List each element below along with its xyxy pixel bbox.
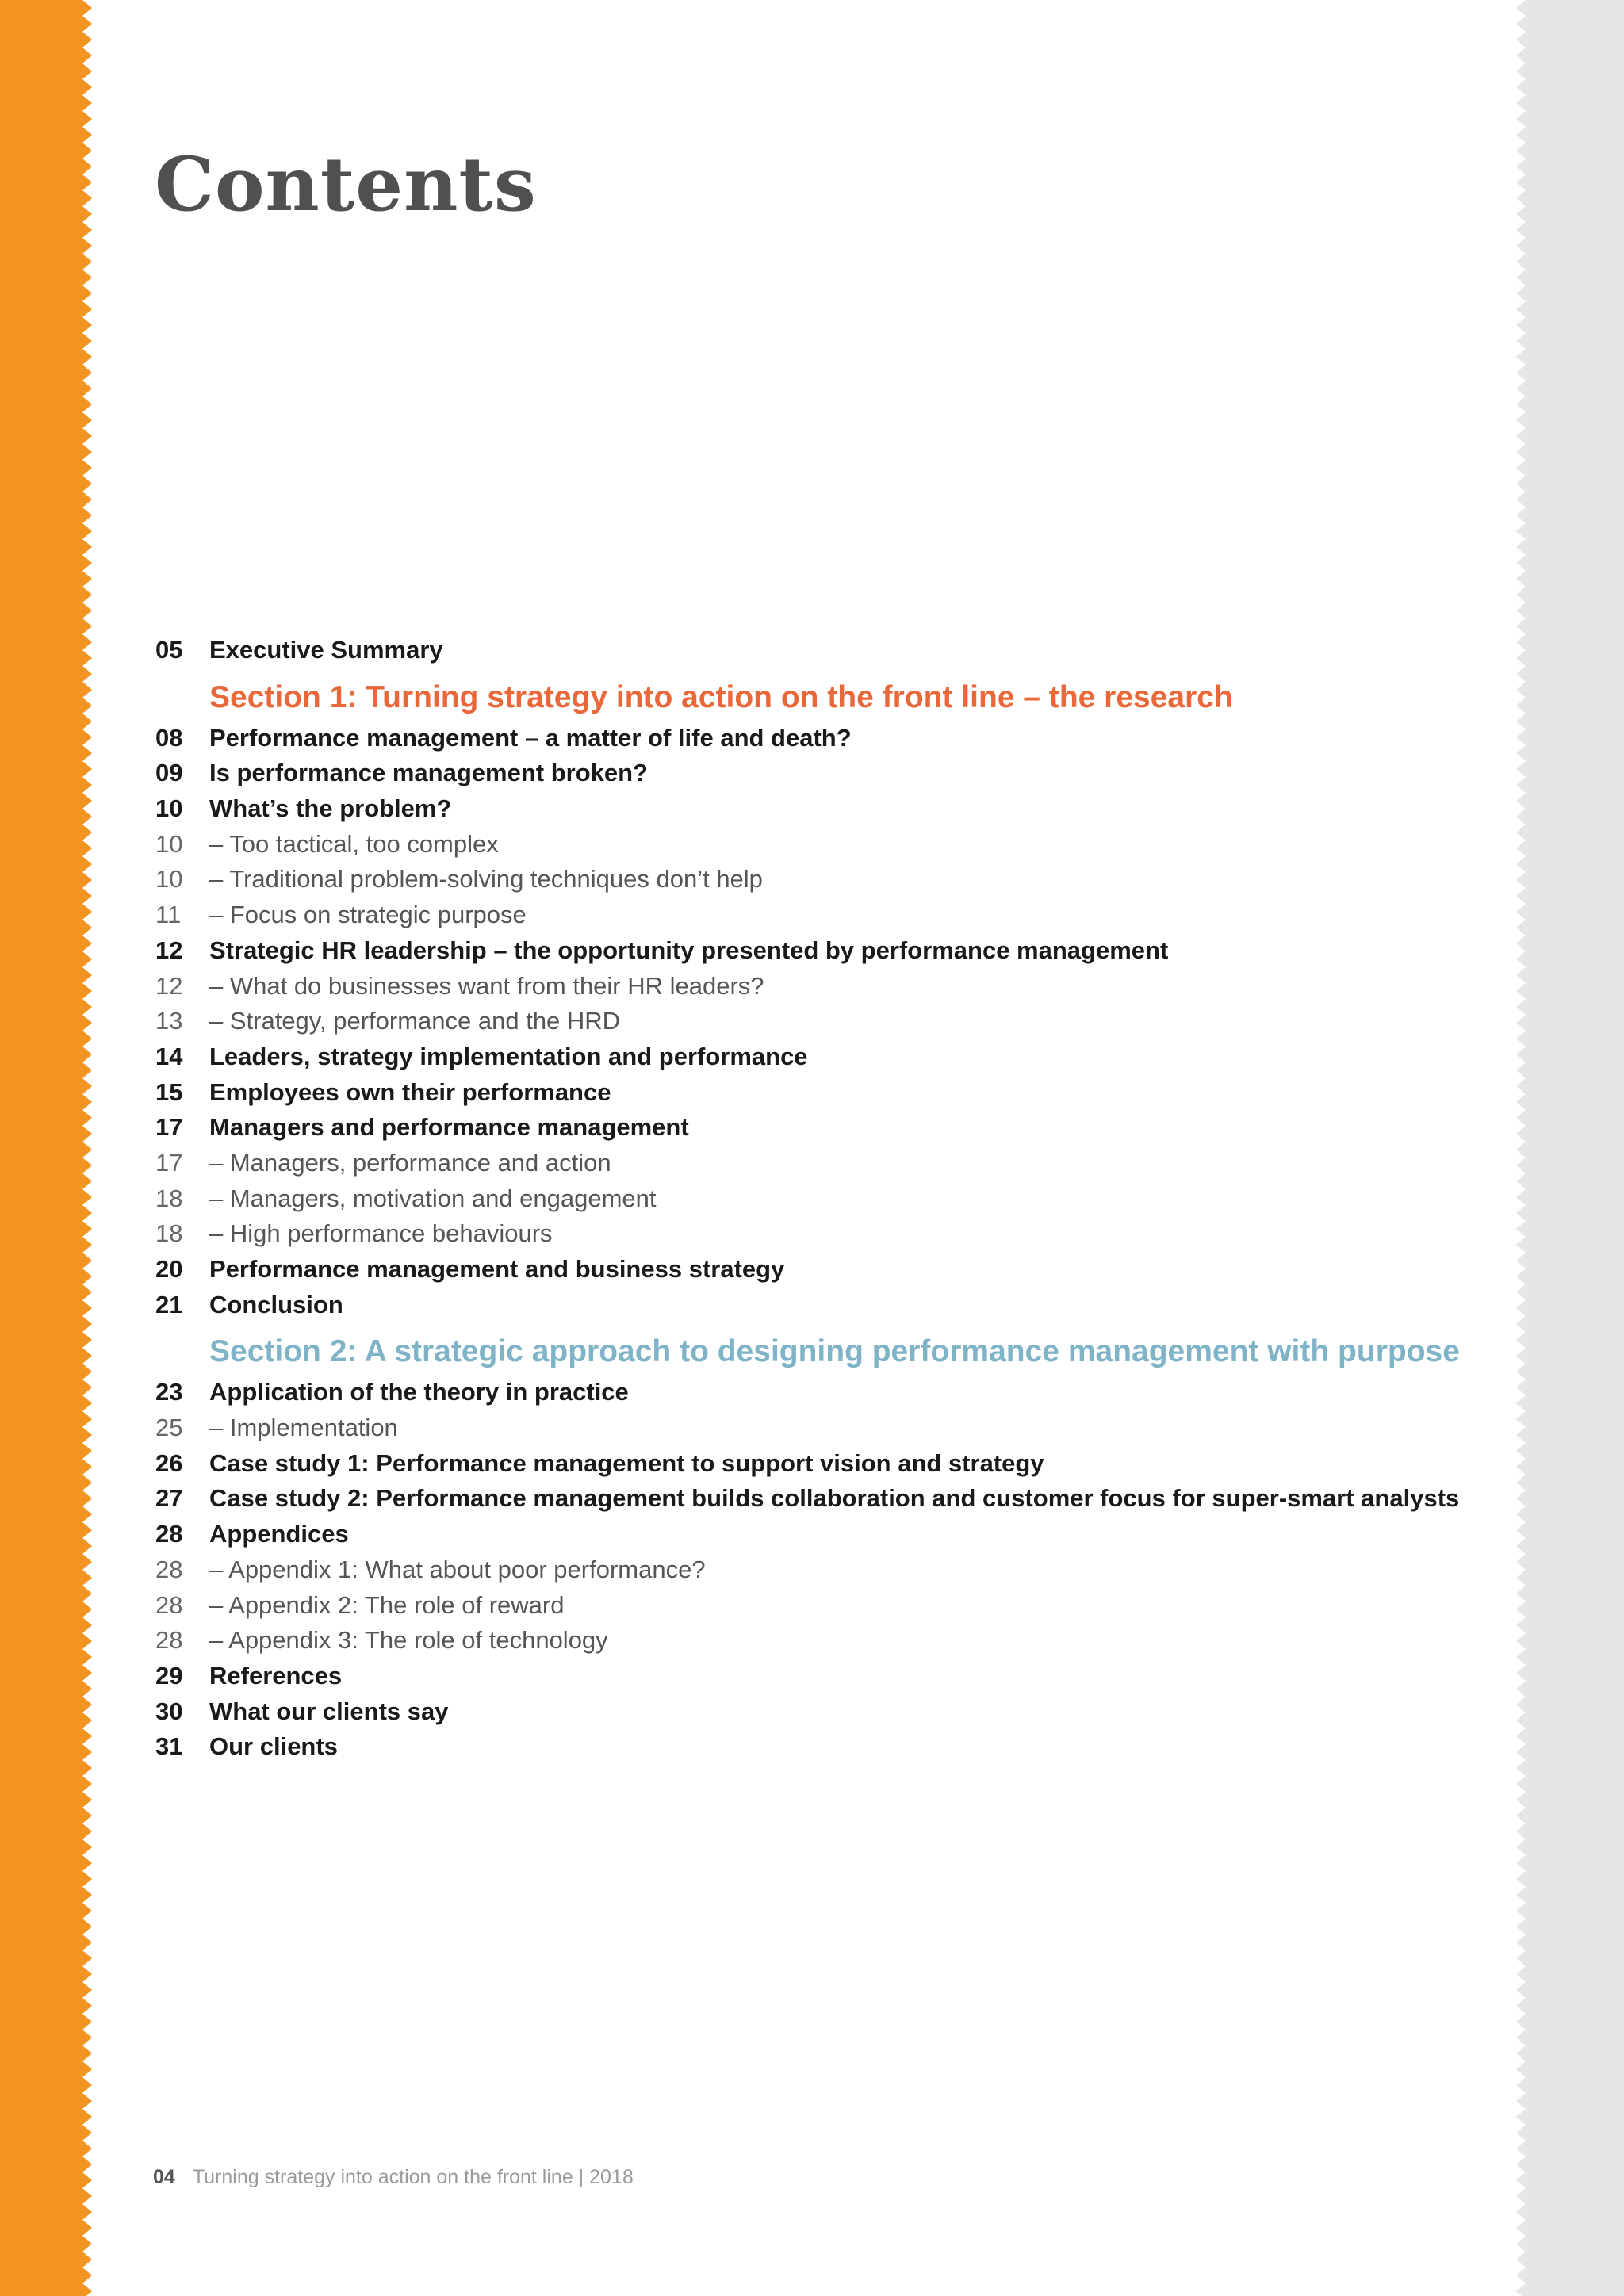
toc-entry — [155, 1556, 1503, 1591]
toc-entry — [155, 1113, 1503, 1149]
toc-entry — [155, 1007, 1503, 1043]
toc-entry-title: – High performance behaviours — [209, 1219, 553, 1248]
toc-page-number: 28 — [155, 1520, 183, 1548]
toc-entry — [155, 1449, 1503, 1485]
toc-entry-title: – Appendix 1: What about poor performance? — [209, 1555, 706, 1583]
right-grey-border — [1526, 0, 1624, 2296]
toc-entry — [155, 1291, 1503, 1326]
toc-page-number: 28 — [155, 1590, 183, 1619]
toc-entry-title: Our clients — [209, 1732, 338, 1761]
toc-page-number: 23 — [155, 1378, 183, 1406]
toc-entry-title: References — [209, 1661, 343, 1689]
toc-page-number: 13 — [155, 1007, 183, 1035]
toc-entry-title: – Implementation — [209, 1414, 398, 1442]
table-of-contents — [155, 636, 1503, 1768]
toc-entry-title: Application of the theory in practice — [209, 1378, 629, 1406]
toc-entry-title: Managers and performance management — [209, 1113, 689, 1142]
toc-entry — [155, 1484, 1503, 1520]
toc-entry — [155, 759, 1503, 794]
toc-entry — [155, 1414, 1503, 1449]
toc-entry-title: – Traditional problem-solving techniques don’t help — [209, 865, 763, 894]
toc-page-number: 21 — [155, 1290, 183, 1318]
toc-entry — [155, 1219, 1503, 1255]
toc-entry-title: Case study 1: Performance management to support vision and strategy — [209, 1448, 1044, 1477]
toc-section-heading — [155, 672, 1503, 724]
toc-page-number: 27 — [155, 1484, 183, 1513]
toc-page-number: 26 — [155, 1448, 183, 1477]
toc-entry — [155, 1184, 1503, 1220]
toc-page-number: 14 — [155, 1042, 183, 1070]
left-orange-border — [0, 0, 82, 2296]
toc-entry-title: – Managers, motivation and engagement — [209, 1184, 657, 1212]
toc-entry — [155, 1626, 1503, 1662]
toc-entry — [155, 1662, 1503, 1697]
toc-entry-title: Conclusion — [209, 1290, 343, 1318]
toc-page-number: 29 — [155, 1661, 183, 1689]
toc-entry — [155, 1697, 1503, 1733]
toc-page-number: 10 — [155, 829, 183, 858]
toc-entry-title: Performance management – a matter of life and death? — [209, 723, 852, 752]
toc-entry — [155, 1149, 1503, 1184]
toc-entry-title: – What do businesses want from their HR leaders? — [209, 971, 764, 1000]
toc-entry-title: – Managers, performance and action — [209, 1148, 611, 1177]
toc-page-number: 18 — [155, 1184, 183, 1212]
toc-entry — [155, 1591, 1503, 1627]
toc-page-number: 17 — [155, 1113, 183, 1142]
toc-entry — [155, 830, 1503, 866]
toc-entry-title: Appendices — [209, 1520, 349, 1548]
toc-entry-title: Section 1: Turning strategy into action on the front line – the research — [209, 679, 1233, 714]
toc-entry — [155, 636, 1503, 672]
toc-entry-title: What our clients say — [209, 1697, 449, 1725]
toc-entry — [155, 972, 1503, 1008]
toc-page-number: 30 — [155, 1697, 183, 1725]
toc-entry-title: Performance management and business strategy — [209, 1255, 785, 1283]
toc-entry — [155, 1378, 1503, 1414]
page-footer — [153, 2166, 634, 2189]
toc-entry-title: – Strategy, performance and the HRD — [209, 1007, 621, 1035]
toc-entry-title: What’s the problem? — [209, 794, 452, 823]
toc-page-number: 20 — [155, 1255, 183, 1283]
toc-page-number: 15 — [155, 1077, 183, 1106]
toc-entry-title: Executive Summary — [209, 636, 443, 664]
toc-entry — [155, 936, 1503, 972]
toc-entry — [155, 724, 1503, 760]
toc-entry-title: Section 2: A strategic approach to designing performance management with purpose — [209, 1334, 1460, 1369]
toc-page-number: 05 — [155, 636, 183, 664]
toc-page-number: 10 — [155, 794, 183, 823]
toc-entry — [155, 1732, 1503, 1768]
toc-page-number: 18 — [155, 1219, 183, 1248]
toc-entry — [155, 1043, 1503, 1078]
toc-entry — [155, 1520, 1503, 1556]
toc-entry — [155, 794, 1503, 830]
toc-entry-title: – Focus on strategic purpose — [209, 901, 527, 929]
toc-page-number: 28 — [155, 1555, 183, 1583]
toc-entry-title: Is performance management broken? — [209, 759, 648, 787]
toc-entry — [155, 865, 1503, 901]
toc-entry — [155, 901, 1503, 936]
footer-page-number: 04 — [153, 2166, 175, 2188]
toc-page-number: 12 — [155, 971, 183, 1000]
toc-entry-title: – Appendix 2: The role of reward — [209, 1590, 565, 1619]
toc-entry-title: – Appendix 3: The role of technology — [209, 1626, 608, 1655]
toc-page-number: 08 — [155, 723, 183, 752]
toc-page-number: 09 — [155, 759, 183, 787]
toc-entry — [155, 1078, 1503, 1114]
toc-page-number: 11 — [155, 901, 182, 929]
toc-entry-title: Case study 2: Performance management builds collaboration and customer focus for super-smart analysts — [209, 1484, 1460, 1513]
toc-page-number: 25 — [155, 1414, 183, 1442]
toc-page-number: 31 — [155, 1732, 183, 1761]
page-title: Contents — [155, 141, 537, 228]
toc-page-number: 17 — [155, 1148, 183, 1177]
toc-entry-title: – Too tactical, too complex — [209, 829, 499, 858]
toc-section-heading — [155, 1326, 1503, 1378]
toc-entry — [155, 1255, 1503, 1291]
toc-entry-title: Strategic HR leadership – the opportunity presented by performance management — [209, 936, 1169, 964]
toc-page-number: 12 — [155, 936, 183, 964]
toc-entry-title: Employees own their performance — [209, 1077, 611, 1106]
toc-page-number: 28 — [155, 1626, 183, 1655]
footer-text: Turning strategy into action on the front line | 2018 — [192, 2166, 634, 2188]
toc-page-number: 10 — [155, 865, 183, 894]
left-zigzag-edge — [82, 0, 92, 2296]
toc-entry-title: Leaders, strategy implementation and performance — [209, 1042, 808, 1070]
right-zigzag-edge — [1516, 0, 1526, 2296]
